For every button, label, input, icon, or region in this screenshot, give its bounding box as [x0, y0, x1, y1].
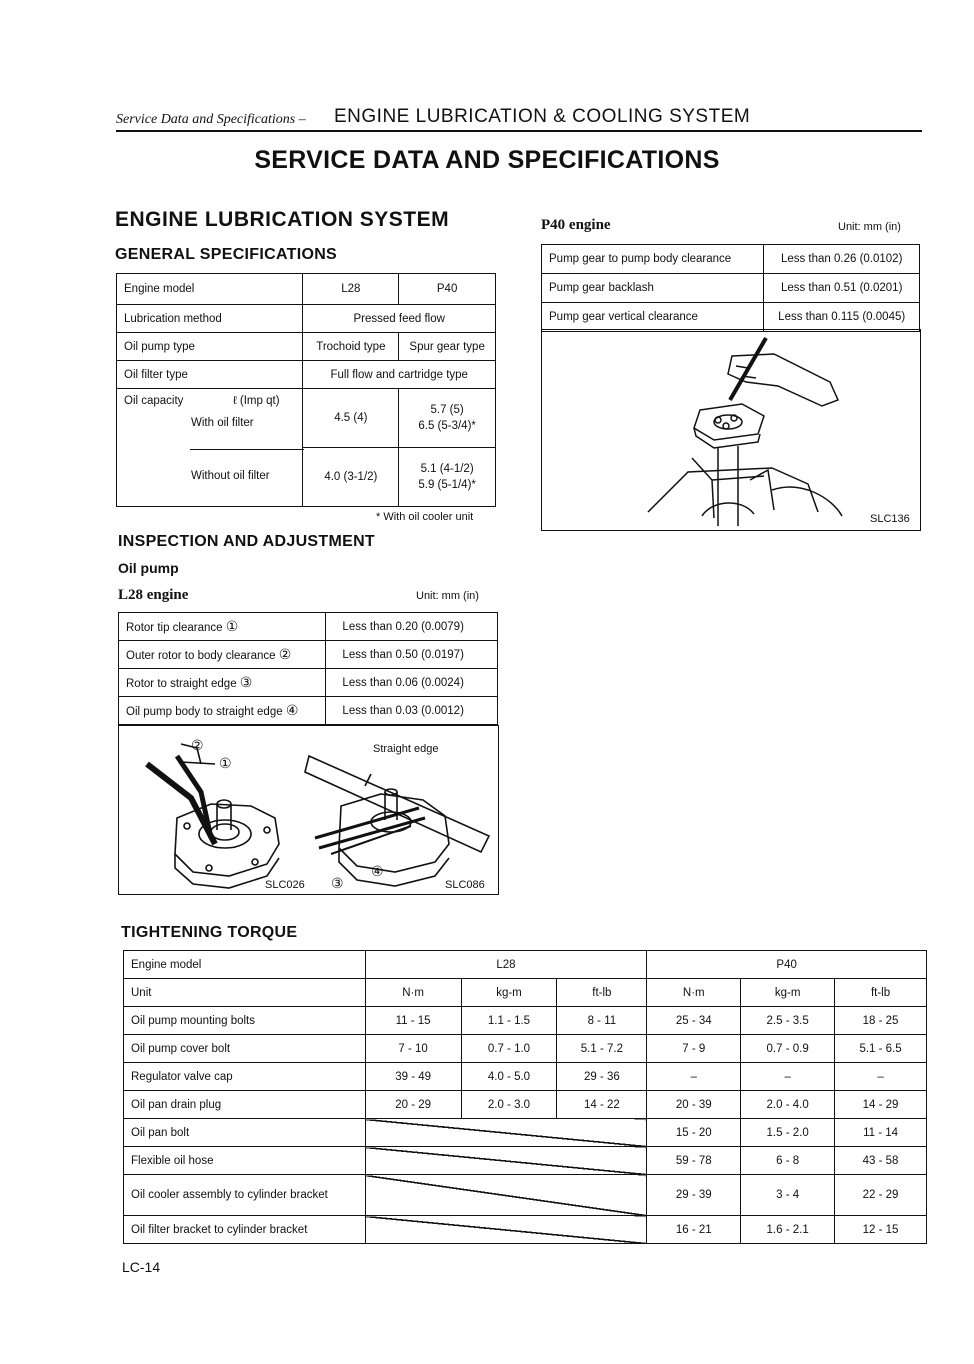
figure-code-right: SLC086 [445, 879, 485, 891]
cell-value: 12 - 15 [835, 1216, 927, 1244]
cell-value: 39 - 49 [365, 1063, 461, 1091]
label-text: Outer rotor to body clearance [126, 650, 276, 662]
table-row [119, 641, 498, 669]
cell-not-applicable [365, 1175, 647, 1216]
cell-without-filter-p40 [399, 448, 496, 507]
cell-value: 1.1 - 1.5 [461, 1007, 557, 1035]
cell-value: 5.1 - 6.5 [835, 1035, 927, 1063]
cell-value: Less than 0.03 (0.0012) [326, 697, 498, 725]
cell-value: Less than 0.51 (0.0201) [764, 274, 920, 303]
cell-row-label: Oil pan drain plug [124, 1091, 366, 1119]
cell-value: 25 - 34 [647, 1007, 741, 1035]
table-row [119, 669, 498, 697]
cell-with-filter-l28: 4.5 (4) [303, 389, 399, 448]
cell-value: 3 - 4 [741, 1175, 835, 1216]
cell-value: Less than 0.06 (0.0024) [326, 669, 498, 697]
cell-unit: ft-lb [835, 979, 927, 1007]
cell-unit: kg-m [741, 979, 835, 1007]
cell-row-label: Oil pan bolt [124, 1119, 366, 1147]
section-title: ENGINE LUBRICATION SYSTEM [115, 208, 450, 231]
with-filter-p40-b: 6.5 (5-3/4)* [418, 420, 476, 432]
table-row [124, 1063, 927, 1091]
table-row [124, 951, 927, 979]
figure-code: SLC136 [870, 513, 910, 525]
cell-lubrication-label: Lubrication method [117, 305, 303, 333]
page-number: LC-14 [122, 1259, 161, 1275]
cell-oil-pump-l28: Trochoid type [303, 333, 399, 361]
cell-with-filter-p40 [399, 389, 496, 448]
table-row [124, 1175, 927, 1216]
cell-engine-model-label: Engine model [124, 951, 366, 979]
table-row [117, 361, 496, 389]
cell-value: – [647, 1063, 741, 1091]
cell-label: Pump gear backlash [542, 274, 764, 303]
general-specs-title: GENERAL SPECIFICATIONS [115, 246, 338, 263]
table-row [117, 333, 496, 361]
cell-label: Pump gear to pump body clearance [542, 245, 764, 274]
table-row [124, 1216, 927, 1244]
cell-row-label: Flexible oil hose [124, 1147, 366, 1175]
page-title: SERVICE DATA AND SPECIFICATIONS [254, 146, 720, 174]
table-row [117, 389, 496, 448]
cell-value: 6 - 8 [741, 1147, 835, 1175]
table-row [542, 274, 920, 303]
without-filter-label: Without oil filter [191, 470, 270, 482]
header-right: ENGINE LUBRICATION & COOLING SYSTEM [334, 106, 751, 127]
cell-not-applicable [365, 1119, 647, 1147]
cell-value: 18 - 25 [835, 1007, 927, 1035]
cell-lubrication-value: Pressed feed flow [303, 305, 496, 333]
label-text: Oil pump body to straight edge [126, 706, 283, 718]
callout-number: ① [225, 618, 239, 634]
table-row [117, 305, 496, 333]
callout-3-label: ③ [331, 875, 344, 891]
cell-unit: N·m [647, 979, 741, 1007]
label-text: Rotor to straight edge [126, 678, 237, 690]
general-specs-table [116, 273, 496, 507]
figure-code-left: SLC026 [265, 879, 305, 891]
p40-unit: Unit: mm (in) [838, 221, 901, 233]
running-header [116, 104, 922, 132]
cell-value: 0.7 - 1.0 [461, 1035, 557, 1063]
without-filter-p40-a: 5.1 (4-1/2) [420, 463, 474, 475]
cell-engine-p40: P40 [399, 274, 496, 305]
cell-label [119, 641, 326, 669]
cell-value: 1.6 - 2.1 [741, 1216, 835, 1244]
callout-number: ④ [285, 702, 299, 718]
cell-not-applicable [365, 1216, 647, 1244]
cell-capacity-label [117, 389, 303, 507]
cell-value: – [835, 1063, 927, 1091]
cell-label: Pump gear vertical clearance [542, 303, 764, 332]
table-row [119, 613, 498, 641]
cell-value: – [741, 1063, 835, 1091]
l28-oil-pump-table [118, 612, 498, 725]
p40-oil-pump-table [541, 244, 920, 332]
cell-value: 4.0 - 5.0 [461, 1063, 557, 1091]
pump-illustration [119, 726, 498, 894]
capacity-unit: ℓ (Imp qt) [233, 395, 280, 407]
callout-1-label: ① [219, 755, 232, 771]
without-filter-p40-b: 5.9 (5-1/4)* [418, 479, 476, 491]
cell-value: 16 - 21 [647, 1216, 741, 1244]
cell-value: 11 - 15 [365, 1007, 461, 1035]
straight-edge-label: Straight edge [373, 743, 439, 755]
cell-value: 43 - 58 [835, 1147, 927, 1175]
cell-value: 2.0 - 4.0 [741, 1091, 835, 1119]
cell-row-label: Oil pump mounting bolts [124, 1007, 366, 1035]
cell-value: 11 - 14 [835, 1119, 927, 1147]
table-row [124, 1119, 927, 1147]
cell-value: 29 - 39 [647, 1175, 741, 1216]
callout-4-label: ④ [371, 863, 384, 879]
cell-label [119, 697, 326, 725]
cell-value: 14 - 29 [835, 1091, 927, 1119]
cell-engine-l28: L28 [303, 274, 399, 305]
table-row [124, 1035, 927, 1063]
pump-illustration [542, 330, 920, 530]
torque-title: TIGHTENING TORQUE [121, 924, 298, 941]
cell-engine-model-label: Engine model [117, 274, 303, 305]
table-row [542, 245, 920, 274]
cell-oil-filter-value: Full flow and cartridge type [303, 361, 496, 389]
table-row [542, 303, 920, 332]
label-text: Rotor tip clearance [126, 622, 223, 634]
p40-engine-title: P40 engine [541, 217, 611, 233]
cell-value: 8 - 11 [557, 1007, 647, 1035]
table-row [124, 1007, 927, 1035]
cell-label [119, 669, 326, 697]
cell-oil-pump-p40: Spur gear type [399, 333, 496, 361]
cell-oil-pump-label: Oil pump type [117, 333, 303, 361]
with-filter-p40-a: 5.7 (5) [430, 404, 464, 416]
capacity-divider [190, 449, 304, 450]
table-row [124, 1091, 927, 1119]
cell-value: 7 - 10 [365, 1035, 461, 1063]
cell-value: 1.5 - 2.0 [741, 1119, 835, 1147]
cell-row-label: Oil pump cover bolt [124, 1035, 366, 1063]
cell-unit: ft-lb [557, 979, 647, 1007]
cell-row-label: Regulator valve cap [124, 1063, 366, 1091]
cell-value: 20 - 39 [647, 1091, 741, 1119]
l28-oil-pump-figure [118, 725, 499, 895]
inspection-title: INSPECTION AND ADJUSTMENT [118, 533, 375, 550]
cell-value: Less than 0.115 (0.0045) [764, 303, 920, 332]
cell-label [119, 613, 326, 641]
table-row [124, 979, 927, 1007]
cell-value: 22 - 29 [835, 1175, 927, 1216]
cell-not-applicable [365, 1147, 647, 1175]
cell-value: 29 - 36 [557, 1063, 647, 1091]
table-row [117, 274, 496, 305]
cell-unit: kg-m [461, 979, 557, 1007]
header-left: Service Data and Specifications – [116, 112, 306, 127]
cell-value: Less than 0.20 (0.0079) [326, 613, 498, 641]
cell-value: 14 - 22 [557, 1091, 647, 1119]
l28-unit: Unit: mm (in) [416, 590, 479, 602]
with-filter-label: With oil filter [191, 417, 254, 429]
cell-value: 15 - 20 [647, 1119, 741, 1147]
cell-value: 20 - 29 [365, 1091, 461, 1119]
cell-p40-header: P40 [647, 951, 927, 979]
cell-value: 5.1 - 7.2 [557, 1035, 647, 1063]
cell-without-filter-l28: 4.0 (3-1/2) [303, 448, 399, 507]
cell-l28-header: L28 [365, 951, 647, 979]
cell-row-label: Oil filter bracket to cylinder bracket [124, 1216, 366, 1244]
capacity-label: Oil capacity [124, 395, 184, 407]
table-row [119, 697, 498, 725]
cell-value: Less than 0.50 (0.0197) [326, 641, 498, 669]
table-row [124, 1147, 927, 1175]
callout-number: ③ [239, 674, 253, 690]
oil-pump-subtitle: Oil pump [118, 560, 179, 576]
cell-value: 0.7 - 0.9 [741, 1035, 835, 1063]
cell-unit: N·m [365, 979, 461, 1007]
cell-unit-label: Unit [124, 979, 366, 1007]
cell-value: Less than 0.26 (0.0102) [764, 245, 920, 274]
cell-value: 59 - 78 [647, 1147, 741, 1175]
l28-engine-title: L28 engine [118, 587, 189, 603]
cell-value: 2.0 - 3.0 [461, 1091, 557, 1119]
callout-number: ② [278, 646, 292, 662]
torque-table [123, 950, 927, 1244]
cell-value: 2.5 - 3.5 [741, 1007, 835, 1035]
oil-cooler-footnote: * With oil cooler unit [376, 511, 474, 523]
cell-row-label: Oil cooler assembly to cylinder bracket [124, 1175, 366, 1216]
p40-pump-figure [541, 329, 921, 531]
cell-value: 7 - 9 [647, 1035, 741, 1063]
callout-2-label: ② [191, 737, 204, 753]
cell-oil-filter-label: Oil filter type [117, 361, 303, 389]
